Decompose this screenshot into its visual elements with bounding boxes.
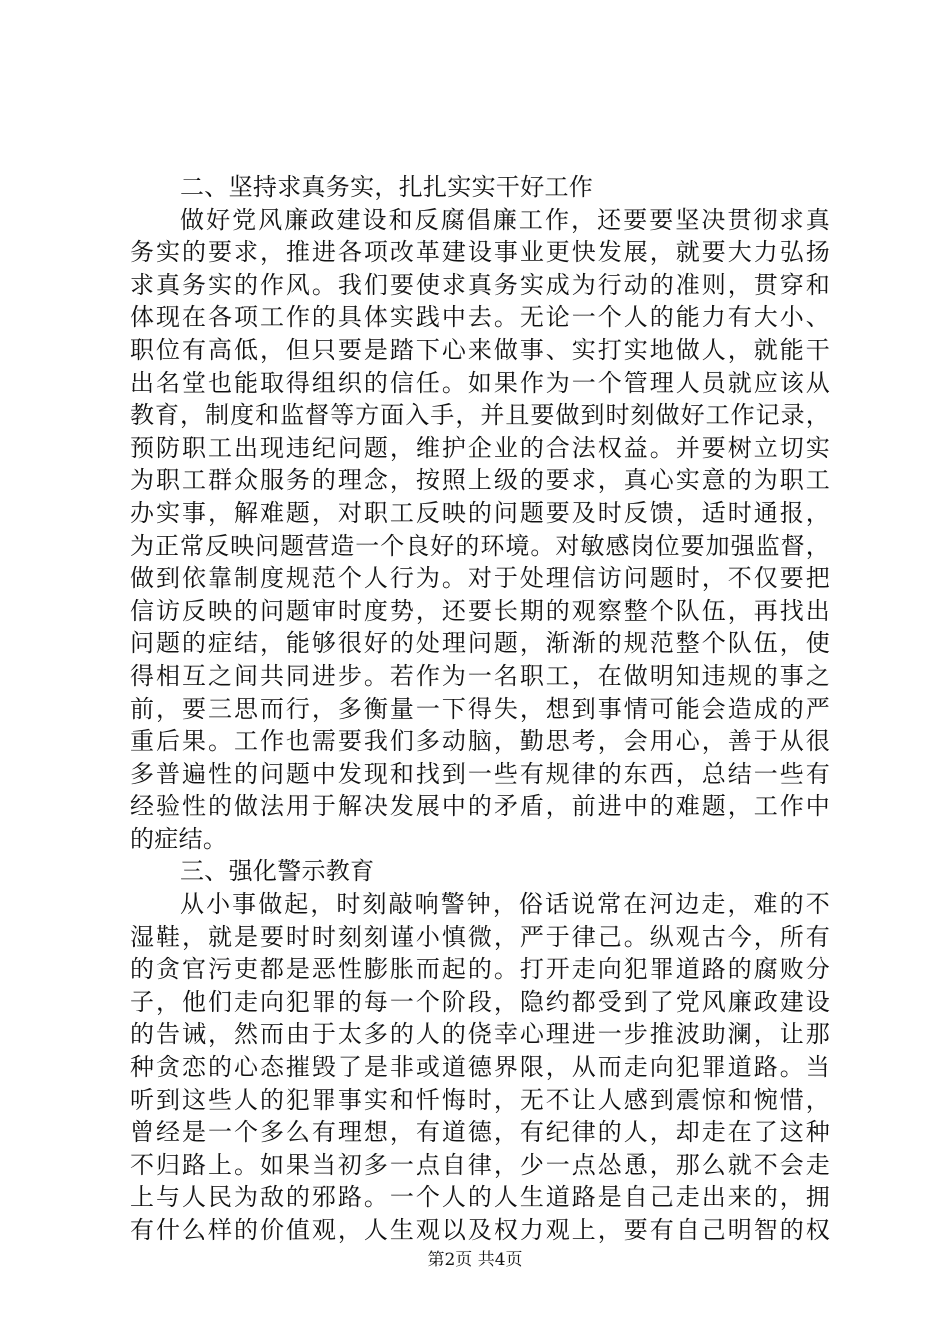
paragraph-line: 的告诫，然而由于太多的人的侥幸心理进一步推波助澜，让那: [130, 1020, 830, 1049]
paragraph-line: 上与人民为敌的邪路。一个人的人生道路是自己走出来的，拥: [130, 1183, 830, 1212]
paragraph-line: 种贪恋的心态摧毁了是非或道德界限，从而走向犯罪道路。当: [130, 1053, 830, 1082]
paragraph-line: 务实的要求，推进各项改革建设事业更快发展，就要大力弘扬: [130, 238, 830, 267]
paragraph-line: 重后果。工作也需要我们多动脑，勤思考，会用心，善于从很: [130, 727, 830, 756]
section-heading: 三、强化警示教育: [180, 857, 375, 886]
paragraph-line: 得相互之间共同进步。若作为一名职工，在做明知违规的事之: [130, 661, 830, 690]
paragraph-line: 从小事做起，时刻敲响警钟，俗话说常在河边走，难的不: [180, 890, 830, 919]
page-number-footer: 第2页 共4页: [427, 1250, 523, 1270]
paragraph-line: 为职工群众服务的理念，按照上级的要求，真心实意的为职工: [130, 466, 830, 495]
paragraph-line: 的症结。: [130, 824, 228, 853]
paragraph-line: 子，他们走向犯罪的每一个阶段，隐约都受到了党风廉政建设: [130, 987, 830, 1016]
paragraph-line: 职位有高低，但只要是踏下心来做事、实打实地做人，就能干: [130, 335, 830, 364]
paragraph-line: 办实事，解难题，对职工反映的问题要及时反馈，适时通报，: [130, 498, 830, 527]
paragraph-line: 信访反映的问题审时度势，还要长期的观察整个队伍，再找出: [130, 596, 830, 625]
document-body: [130, 171, 830, 1247]
paragraph-line: 教育，制度和监督等方面入手，并且要做到时刻做好工作记录，: [130, 401, 830, 430]
paragraph-line: 做好党风廉政建设和反腐倡廉工作，还要要坚决贯彻求真: [180, 205, 830, 234]
paragraph-line: 做到依靠制度规范个人行为。对于处理信访问题时，不仅要把: [130, 564, 830, 593]
paragraph-line: 预防职工出现违纪问题，维护企业的合法权益。并要树立切实: [130, 433, 830, 462]
paragraph-line: 多普遍性的问题中发现和找到一些有规律的东西，总结一些有: [130, 759, 830, 788]
paragraph-line: 听到这些人的犯罪事实和忏悔时，无不让人感到震惊和惋惜，: [130, 1085, 830, 1114]
paragraph-line: 前，要三思而行，多衡量一下得失，想到事情可能会造成的严: [130, 694, 830, 723]
paragraph-line: 的贪官污吏都是恶性膨胀而起的。打开走向犯罪道路的腐败分: [130, 955, 830, 984]
paragraph-line: 为正常反映问题营造一个良好的环境。对敏感岗位要加强监督，: [130, 531, 830, 560]
paragraph-line: 体现在各项工作的具体实践中去。无论一个人的能力有大小、: [130, 303, 830, 332]
paragraph-line: 湿鞋，就是要时时刻刻谨小慎微，严于律己。纵观古今，所有: [130, 922, 830, 951]
paragraph-line: 出名堂也能取得组织的信任。如果作为一个管理人员就应该从: [130, 368, 830, 397]
section-heading: 二、坚持求真务实，扎扎实实干好工作: [180, 173, 594, 201]
paragraph-line: 问题的症结，能够很好的处理问题，渐渐的规范整个队伍，使: [130, 629, 830, 658]
paragraph-line: 经验性的做法用于解决发展中的矛盾，前进中的难题，工作中: [130, 792, 830, 821]
paragraph-line: 求真务实的作风。我们要使求真务实成为行动的准则，贯穿和: [130, 270, 830, 299]
paragraph-line: 有什么样的价值观，人生观以及权力观上，要有自己明智的权: [130, 1216, 830, 1244]
paragraph-line: 曾经是一个多么有理想，有道德，有纪律的人，却走在了这种: [130, 1118, 830, 1147]
paragraph-line: 不归路上。如果当初多一点自律，少一点怂恿，那么就不会走: [130, 1150, 830, 1179]
